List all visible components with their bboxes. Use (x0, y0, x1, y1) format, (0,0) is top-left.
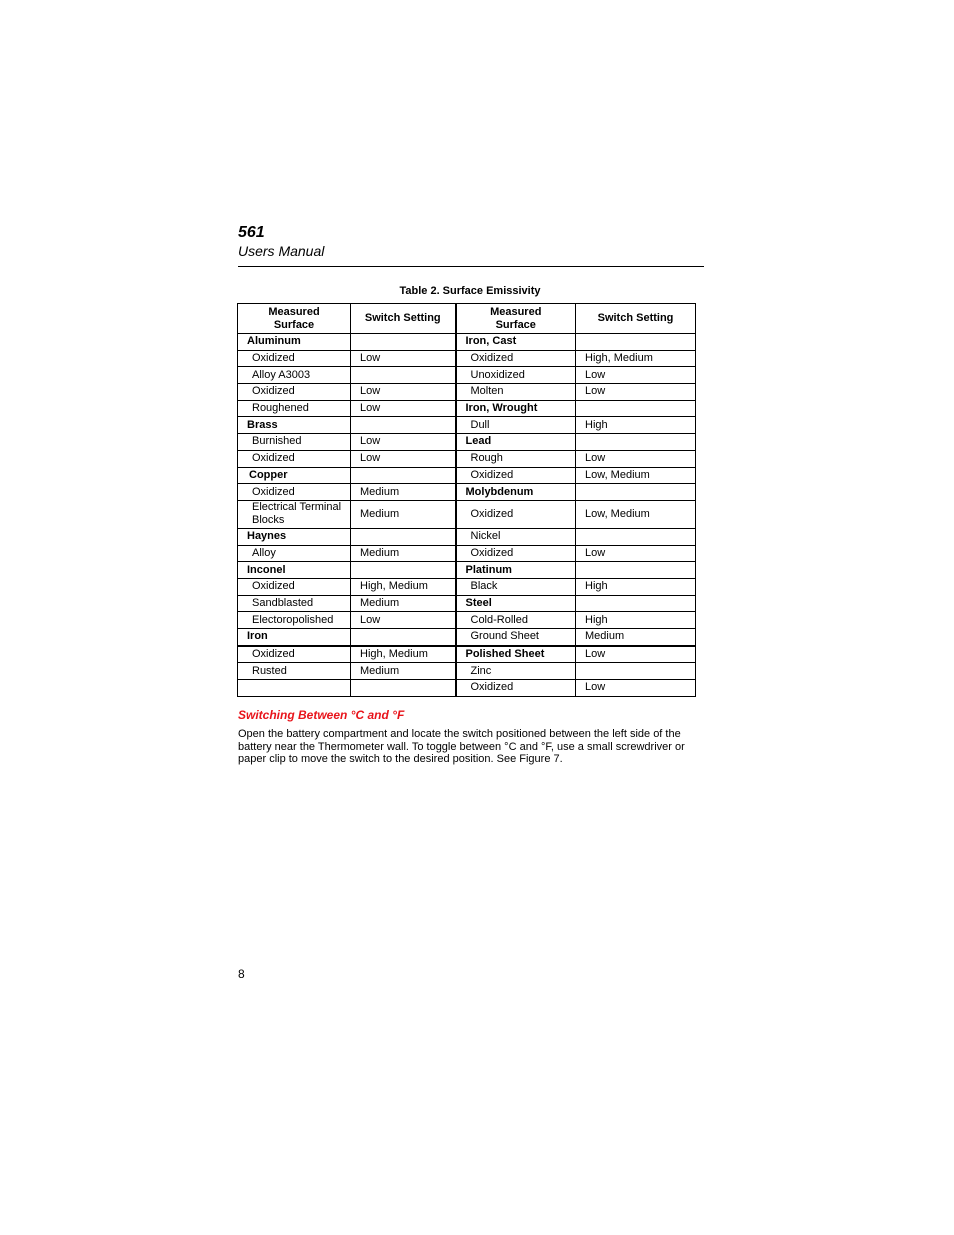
table-cell: Black (456, 578, 576, 595)
table-row (238, 629, 696, 646)
table-cell: Rusted (238, 663, 351, 680)
table-cell: Oxidized (456, 467, 576, 484)
table-cell: Low, Medium (576, 500, 696, 528)
column-header: Measured Surface (456, 304, 576, 334)
table-cell: Medium (576, 629, 696, 646)
table-cell: Low (576, 680, 696, 697)
table-cell: High (576, 578, 696, 595)
table-cell (576, 663, 696, 680)
table-cell: Oxidized (456, 545, 576, 562)
table-row (238, 384, 696, 401)
table-cell: Iron (238, 629, 351, 646)
table-row (238, 612, 696, 629)
table-row (238, 545, 696, 562)
table-cell (351, 528, 456, 545)
table-row (238, 434, 696, 451)
table-cell: Polished Sheet (456, 646, 576, 663)
column-header: Switch Setting (351, 304, 456, 334)
table-caption: Table 2. Surface Emissivity (399, 285, 541, 297)
table-cell: Roughened (238, 400, 351, 417)
table-cell: Molybdenum (456, 484, 576, 501)
table-cell: Low (351, 384, 456, 401)
surface-emissivity-table (237, 303, 696, 697)
table-row (238, 663, 696, 680)
table-row (238, 578, 696, 595)
manual-subtitle: Users Manual (238, 243, 325, 259)
table-cell: Inconel (238, 562, 351, 579)
table-cell: Lead (456, 434, 576, 451)
table-cell: High (576, 612, 696, 629)
table-cell: Alloy A3003 (238, 367, 351, 384)
table-cell: Oxidized (456, 500, 576, 528)
table-cell: Rough (456, 450, 576, 467)
table-cell: Low (351, 612, 456, 629)
table-cell: Oxidized (456, 680, 576, 697)
table-cell (576, 400, 696, 417)
table-cell: Oxidized (238, 578, 351, 595)
table-cell: Ground Sheet (456, 629, 576, 646)
table-cell: Medium (351, 663, 456, 680)
table-cell: Low (351, 450, 456, 467)
table-row (238, 400, 696, 417)
model-number: 561 (238, 224, 265, 241)
table-cell: High, Medium (576, 350, 696, 367)
table-cell: Copper (238, 467, 351, 484)
table-cell: Low, Medium (576, 467, 696, 484)
table-cell: Zinc (456, 663, 576, 680)
table-cell (351, 680, 456, 697)
table-cell: Low (351, 350, 456, 367)
table-cell: Oxidized (238, 484, 351, 501)
table-cell: Aluminum (238, 334, 351, 351)
table-cell: High, Medium (351, 646, 456, 663)
table-row (238, 528, 696, 545)
table-row (238, 646, 696, 663)
table-cell: Low (576, 646, 696, 663)
table-cell: Electrical Terminal Blocks (238, 500, 351, 528)
table-cell: Low (576, 545, 696, 562)
table-cell: High, Medium (351, 578, 456, 595)
table-row (238, 350, 696, 367)
table-cell (351, 562, 456, 579)
table-cell: Oxidized (456, 350, 576, 367)
table-row (238, 450, 696, 467)
table-cell (576, 595, 696, 612)
table-cell: Low (351, 434, 456, 451)
table-cell (351, 417, 456, 434)
table-cell: Cold-Rolled (456, 612, 576, 629)
table-cell: Oxidized (238, 350, 351, 367)
table-row (238, 467, 696, 484)
table-cell: Oxidized (238, 646, 351, 663)
table-cell: Iron, Wrought (456, 400, 576, 417)
table-row (238, 595, 696, 612)
table-cell: Low (576, 367, 696, 384)
table-row (238, 500, 696, 528)
table-cell: Medium (351, 545, 456, 562)
table-cell: Medium (351, 500, 456, 528)
table-row (238, 562, 696, 579)
table-cell: Medium (351, 484, 456, 501)
table-cell (576, 434, 696, 451)
table-cell: Alloy (238, 545, 351, 562)
table-cell: Haynes (238, 528, 351, 545)
table-cell: Low (576, 450, 696, 467)
section-body: Open the battery compartment and locate the switch positioned between the left side of the battery near the Thermometer wall. To toggle between °C and °F, use a small screwdriver or paper clip to move the switch to the desired position. See Figure 7. (238, 728, 685, 765)
table-cell (576, 334, 696, 351)
table-row (238, 484, 696, 501)
table-cell (351, 334, 456, 351)
table-cell (238, 680, 351, 697)
table-row (238, 680, 696, 697)
page-number: 8 (238, 967, 245, 981)
table-cell: Low (351, 400, 456, 417)
table-cell: Low (576, 384, 696, 401)
column-header: Switch Setting (576, 304, 696, 334)
table-cell: Electoropolished (238, 612, 351, 629)
header-rule (238, 266, 704, 267)
table-cell: Molten (456, 384, 576, 401)
table-header-row (238, 304, 696, 334)
table-cell: Steel (456, 595, 576, 612)
table-cell (351, 629, 456, 646)
section-heading: Switching Between °C and °F (238, 708, 405, 722)
table-cell: Burnished (238, 434, 351, 451)
table-cell (576, 484, 696, 501)
table-cell: Dull (456, 417, 576, 434)
table-cell (576, 562, 696, 579)
table-cell: Sandblasted (238, 595, 351, 612)
table-cell: Brass (238, 417, 351, 434)
table-cell: Iron, Cast (456, 334, 576, 351)
table-cell: Platinum (456, 562, 576, 579)
table-cell (351, 367, 456, 384)
table-cell: Medium (351, 595, 456, 612)
table-cell (351, 467, 456, 484)
table-row (238, 417, 696, 434)
table-cell: Unoxidized (456, 367, 576, 384)
table-cell: High (576, 417, 696, 434)
table-row (238, 334, 696, 351)
table-cell (576, 528, 696, 545)
table-cell: Oxidized (238, 384, 351, 401)
column-header: Measured Surface (238, 304, 351, 334)
table-cell: Nickel (456, 528, 576, 545)
table-row (238, 367, 696, 384)
table-cell: Oxidized (238, 450, 351, 467)
